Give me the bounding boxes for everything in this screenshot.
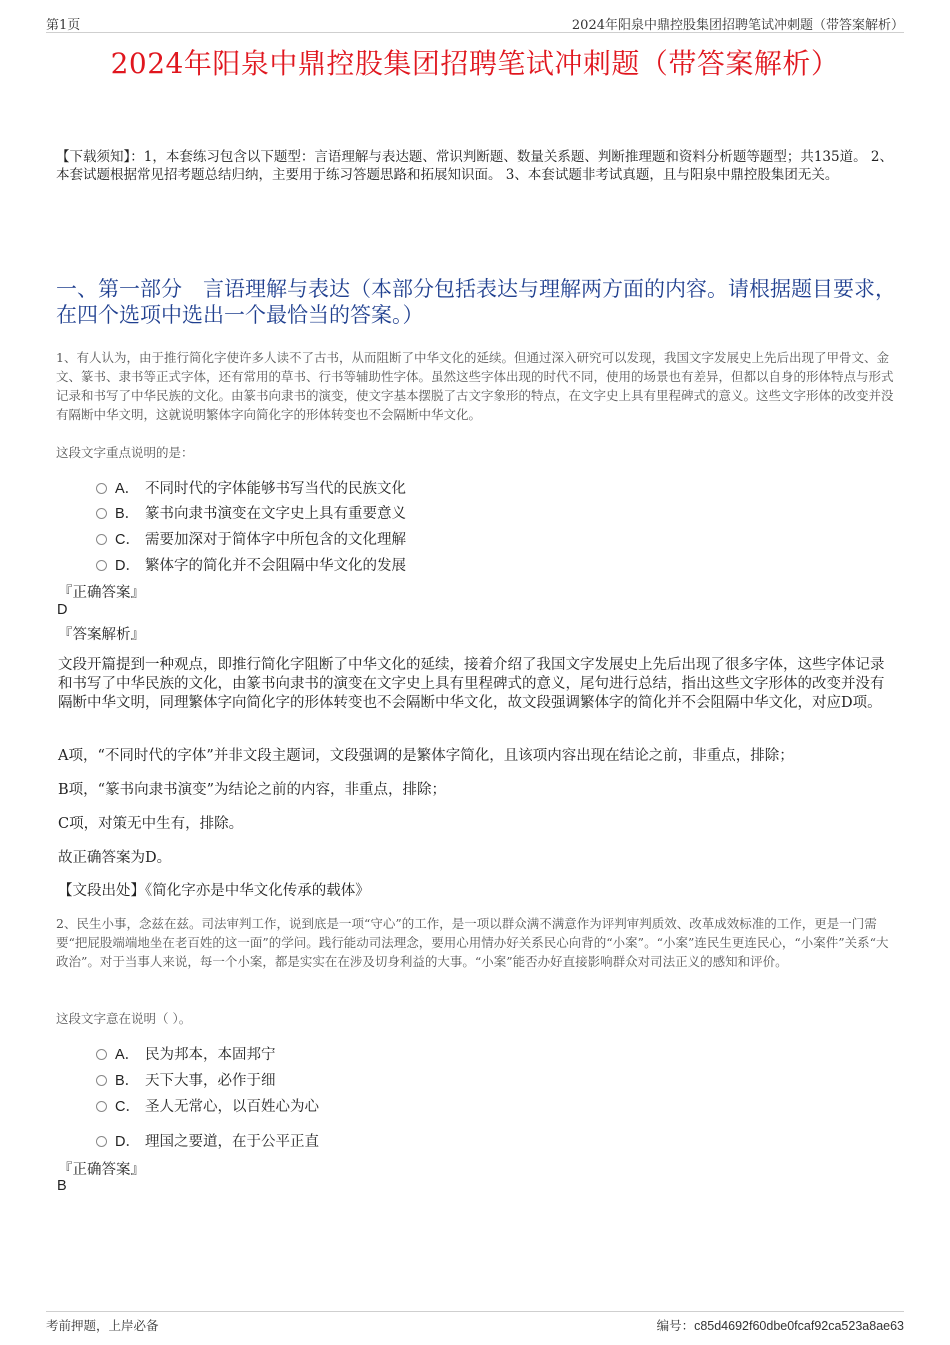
option-text: 繁体字的简化并不会阻隔中华文化的发展 <box>145 558 406 574</box>
radio-icon[interactable] <box>96 1136 107 1147</box>
option-text: 民为邦本，本固邦宁 <box>145 1047 276 1063</box>
header-doc-title: 2024年阳泉中鼎控股集团招聘笔试冲刺题（带答案解析） <box>571 18 904 33</box>
option-text: 篆书向隶书演变在文字史上具有重要意义 <box>145 506 406 522</box>
question-1-analysis-b: B项，“篆书向隶书演变”为结论之前的内容，非重点，排除； <box>58 782 446 798</box>
option-key: A． <box>115 1047 140 1063</box>
option-key: C． <box>115 532 140 548</box>
footer-code <box>657 1316 904 1334</box>
question-1-answer-label: 『正确答案』 <box>58 585 145 601</box>
question-1-option-c[interactable] <box>96 528 406 548</box>
footer-slogan: 考前押题，上岸必备 <box>46 1318 159 1333</box>
question-1-option-d[interactable] <box>96 554 406 574</box>
option-key: B． <box>115 506 140 522</box>
question-2-option-a[interactable] <box>96 1043 276 1063</box>
question-1-prompt: 这段文字重点说明的是： <box>56 445 194 460</box>
page-number: 第1页 <box>46 18 81 33</box>
radio-icon[interactable] <box>96 1049 107 1060</box>
option-text: 需要加深对于简体字中所包含的文化理解 <box>145 532 406 548</box>
question-2-answer: B <box>57 1178 67 1194</box>
radio-icon[interactable] <box>96 1075 107 1086</box>
footer-code-value: c85d4692f60dbe0fcaf92ca523a8ae63 <box>694 1319 904 1333</box>
question-1-option-b[interactable] <box>96 502 406 522</box>
question-2-option-c[interactable] <box>96 1095 319 1115</box>
option-text: 天下大事，必作于细 <box>145 1073 276 1089</box>
question-1-analysis-a: A项，“不同时代的字体”并非文段主题词，文段强调的是繁体字简化，且该项内容出现在结论之前，非重点，排除； <box>58 748 794 764</box>
option-key: D． <box>115 558 140 574</box>
option-key: A． <box>115 481 140 497</box>
radio-icon[interactable] <box>96 508 107 519</box>
question-1-option-a[interactable] <box>96 477 406 497</box>
option-text: 理国之要道，在于公平正直 <box>145 1134 319 1150</box>
page-footer <box>46 1311 904 1336</box>
page-header <box>46 12 904 33</box>
radio-icon[interactable] <box>96 560 107 571</box>
question-2-answer-label: 『正确答案』 <box>58 1162 145 1178</box>
question-1-analysis: 文段开篇提到一种观点，即推行简化字阻断了中华文化的延续，接着介绍了我国文字发展史上先后出现了很多字体，这些字体记录和书写了中华民族的文化，由篆书向隶书的演变在文字史上具有里程碑式的意义，尾句进行总结，指出这些文字形体的改变并没有隔断中华文明，同理繁体字向简化字的形体转变也不会隔断中华文化，故文段强调繁体字的简化并不会阻隔中华文化，对应D项。 <box>58 657 885 711</box>
download-notice: 【下载须知】：1，本套练习包含以下题型：言语理解与表达题、常识判断题、数量关系题、判断推理题和资料分析题等题型；共135道。 2、本套试题根据常见招考题总结归纳，主要用于练习答题思路和拓展知识面。 3、本套试题非考试真题，且与阳泉中鼎控股集团无关。 <box>56 149 893 183</box>
footer-code-label: 编号： <box>656 1318 695 1333</box>
document-title: 2024年阳泉中鼎控股集团招聘笔试冲刺题（带答案解析） <box>110 47 840 80</box>
option-key: D． <box>115 1134 140 1150</box>
question-2-passage: 2、民生小事，念兹在兹。司法审判工作，说到底是一项“守心”的工作，是一项以群众满不满意作为评判审判质效、改革成效标准的工作，更是一门需要“把屁股端端地坐在老百姓的这一面”的学问。践行能动司法理念，要用心用情办好关系民心向背的“小案”。“小案”连民生更连民心，“小案件”关系“大政治”。对于当事人来说，每一个小案，都是实实在在涉及切身利益的大事。“小案”能否办好直接影响群众对司法正义的感知和评价。 <box>56 916 889 969</box>
option-key: B． <box>115 1073 140 1089</box>
question-1-source: 【文段出处】《简化字亦是中华文化传承的载体》 <box>58 883 370 899</box>
question-1-analysis-c: C项，对策无中生有，排除。 <box>58 816 244 832</box>
question-1-passage: 1、有人认为，由于推行简化字使许多人读不了古书，从而阻断了中华文化的延续。但通过深入研究可以发现，我国文字发展史上先后出现了甲骨文、金文、篆书、隶书等正式字体，还有常用的草书、行书等辅助性字体。虽然这些字体出现的时代不同，使用的场景也有差异，但都以自身的形体特点与形式记录和书写了中华民族的文化。由篆书向隶书的演变，使文字基本摆脱了古文字象形的特点，在文字史上具有里程碑式的意义。这些文字形体的改变并没有隔断中华文明，这就说明繁体字向简化字的形体转变也不会隔断中华文化。 <box>56 350 894 422</box>
radio-icon[interactable] <box>96 534 107 545</box>
question-1-analysis-label: 『答案解析』 <box>58 627 145 643</box>
question-1-answer: D <box>57 602 68 618</box>
question-2-option-d[interactable] <box>96 1130 319 1150</box>
option-text: 不同时代的字体能够书写当代的民族文化 <box>145 481 406 497</box>
radio-icon[interactable] <box>96 1101 107 1112</box>
question-1-conclusion: 故正确答案为D。 <box>58 850 172 866</box>
option-text: 圣人无常心，以百姓心为心 <box>145 1099 319 1115</box>
section-title: 一、第一部分 言语理解与表达（本部分包括表达与理解两方面的内容。请根据题目要求，在四个选项中选出一个最恰当的答案。） <box>56 277 896 327</box>
question-2-option-b[interactable] <box>96 1069 276 1089</box>
radio-icon[interactable] <box>96 483 107 494</box>
option-key: C． <box>115 1099 140 1115</box>
question-2-prompt: 这段文字意在说明（ ）。 <box>56 1011 192 1026</box>
